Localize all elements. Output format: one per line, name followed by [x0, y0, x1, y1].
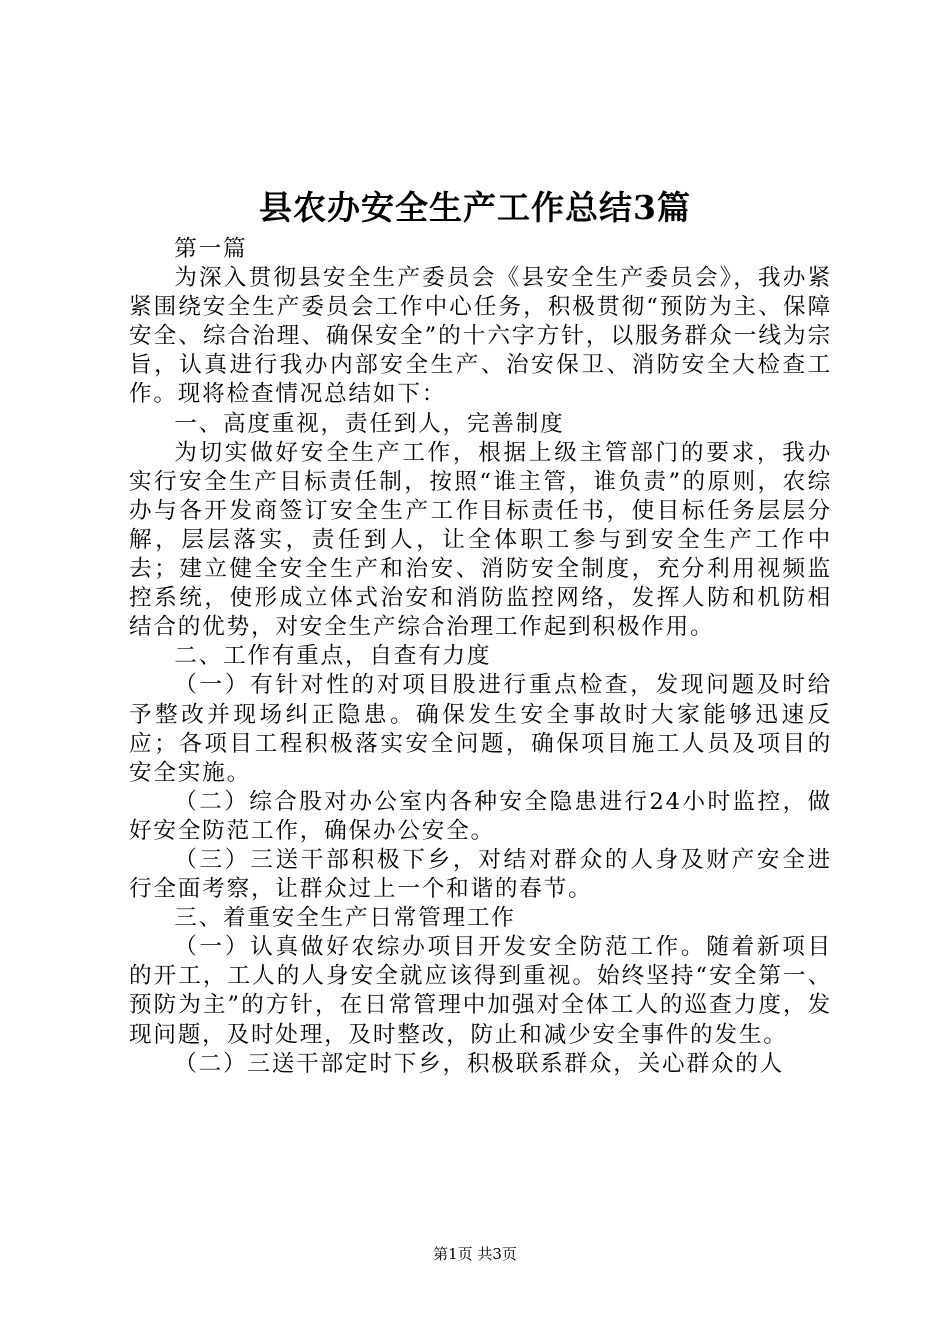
paragraph: （一）有针对性的对项目股进行重点检查，发现问题及时给予整改并现场纠正隐患。确保发生安全事故时大家能够迅速反应；各项目工程积极落实安全问题，确保项目施工人员及项目的安全实施。: [129, 672, 832, 786]
paragraph: （一）认真做好农综办项目开发安全防范工作。随着新项目的开工，工人的人身安全就应该得到重视。始终坚持“安全第一、预防为主”的方针，在日常管理中加强对全体工人的巡查力度，发现问题，及时处理，及时整改，防止和减少安全事件的发生。: [129, 934, 832, 1048]
document-body: [129, 235, 832, 1079]
section-heading: 二、工作有重点，自查有力度: [174, 643, 492, 670]
paragraph: （三）三送干部积极下乡，对结对群众的人身及财产安全进行全面考察，让群众过上一个和谐的春节。: [129, 846, 832, 903]
paragraph: 为切实做好安全生产工作，根据上级主管部门的要求，我办实行安全生产目标责任制，按照“谁主管，谁负责”的原则，农综办与各开发商签订安全生产工作目标责任书，使目标任务层层分解，层层落实，责任到人，让全体职工参与到安全生产工作中去；建立健全安全生产和治安、消防安全制度，充分利用视频监控系统，使形成立体式治安和消防监控网络，发挥人防和机防相结合的优势，对安全生产综合治理工作起到积极作用。: [129, 439, 832, 641]
page-footer: 第1页 共3页: [433, 1245, 517, 1263]
document-title: 县农办安全生产工作总结3篇: [259, 188, 691, 227]
paragraph: （二）综合股对办公室内各种安全隐患进行24小时监控，做好安全防范工作，确保办公安全。: [129, 788, 832, 844]
section-heading: 三、着重安全生产日常管理工作: [174, 905, 516, 932]
paragraph: 为深入贯彻县安全生产委员会《县安全生产委员会》，我办紧紧围绕安全生产委员会工作中心任务，积极贯彻“预防为主、保障安全、综合治理、确保安全”的十六字方针，以服务群众一线为宗旨，认真进行我办内部安全生产、治安保卫、消防安全大检查工作。现将检查情况总结如下：: [129, 265, 832, 408]
section-heading: 一、高度重视，责任到人，完善制度: [174, 410, 565, 437]
paragraph: （二）三送干部定时下乡，积极联系群众，关心群众的人: [174, 1050, 785, 1077]
section-heading: 第一篇: [174, 236, 248, 262]
